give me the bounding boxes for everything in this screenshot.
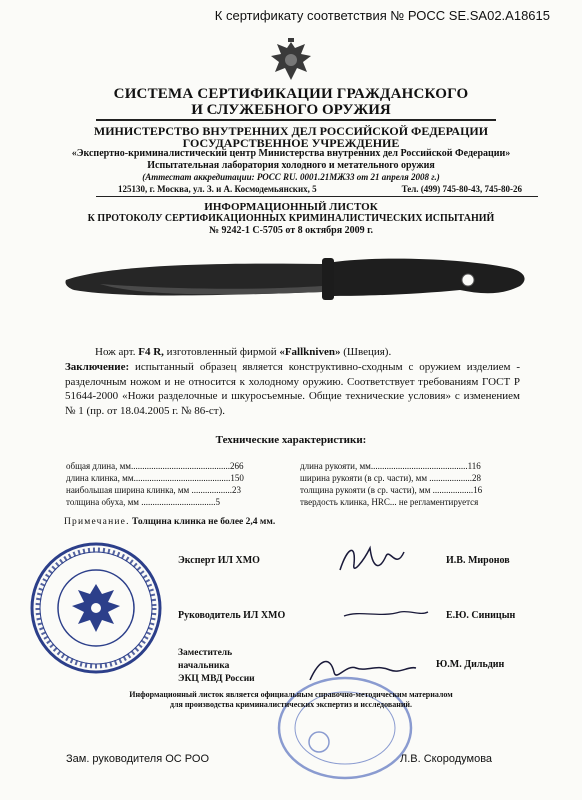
knife-photo [60,250,530,320]
spec-row [66,497,220,507]
spec-row [66,461,243,471]
spec-value: 5 [215,497,220,507]
spec-value: 28 [472,473,482,483]
spec-value: 266 [229,461,244,471]
knife-maker: «Fallkniven» [279,346,341,358]
conclusion-text: испытанный образец является конструктивно-сходным с оружием изделием - разделочным ножом и не относится к холодному оружию. Соответствует требованиям ГОСТ Р 51644-2000 «Ножи разделочные и шкуросъемные. Общие технические условия» с изменением № 1 (пр. от 18.04.2005 г. № 86-ст). [65,361,520,417]
footnote-line2: для производства криминалистических экспертиз и исследований. [169,700,413,709]
official-round-seal [28,540,164,676]
institution-type: ГОСУДАРСТВЕННОЕ УЧРЕЖДЕНИЕ [182,136,400,150]
spec-row [300,497,478,507]
spec-label: общая длина, мм............................................ [66,461,230,471]
faint-certification-stamp [275,672,415,782]
spec-row [66,473,244,483]
spec-label: толщина обуха, мм ................................. [66,497,216,507]
knife-prefix: Нож арт. [95,346,139,358]
divider [96,119,496,121]
deputy-role-line2: начальника [178,661,230,671]
deputy-role-line3: ЭКЦ МВД России [178,674,255,684]
info-sheet-subtitle: К ПРОТОКОЛУ СЕРТИФИКАЦИОННЫХ КРИМИНАЛИСТИЧЕСКИХ ИСПЫТАНИЙ [87,213,495,224]
expert-name: И.В. Миронов [446,555,510,566]
phone: Тел. (499) 745-80-43, 745-80-26 [401,184,522,194]
deputy-name: Ю.М. Дильдин [436,659,505,670]
knife-description [95,346,391,358]
head-name: Е.Ю. Синицын [446,610,516,621]
ministry-name: МИНИСТЕРСТВО ВНУТРЕННИХ ДЕЛ РОССИЙСКОЙ ФЕДЕРАЦИИ [93,124,489,138]
institution-name: «Экспертно-криминалистический центр Министерства внутренних дел Российской Федерации» [71,148,511,159]
head-role: Руководитель ИЛ ХМО [178,610,286,621]
spec-value: 116 [467,461,481,471]
specs-title: Технические характеристики: [215,434,367,446]
note-label: Примечание. [64,517,130,527]
head-signature [340,600,430,630]
conclusion [65,360,520,418]
certificate-reference: К сертификату соответствия № РОСС SE.SA02.A18615 [214,8,550,23]
spec-value: 150 [230,473,244,483]
footnote-line1: Информационный листок является официальным справочно-методическим материалом [129,690,453,699]
spec-row [300,485,482,495]
spec-label: твердость клинка, HRC... не регламентируется [300,497,479,507]
spec-label: длина клинка, мм........................................... [66,473,231,483]
spec-value: 23 [232,485,241,495]
laboratory-name: Испытательная лаборатория холодного и метательного оружия [147,160,435,171]
spec-value: 16 [473,485,483,495]
deputy-role-line1: Заместитель [178,648,233,658]
system-title-line1: СИСТЕМА СЕРТИФИКАЦИИ ГРАЖДАНСКОГО [113,86,469,102]
spec-label: длина рукояти, мм........................................... [300,461,468,471]
spec-row [300,473,481,483]
protocol-number: № 9242-1 С-5705 от 8 октября 2009 г. [208,225,374,236]
knife-model: F4 R, [138,346,164,358]
spec-label: толщина рукояти (в ср. части), мм .................. [300,485,474,495]
spec-label: ширина рукояти (в ср. части), мм ................... [300,473,473,483]
info-sheet-title: ИНФОРМАЦИОННЫЙ ЛИСТОК [204,201,378,213]
bottom-role: Зам. руководителя ОС РОО [66,753,210,765]
note [64,517,275,527]
knife-suffix: (Швеция). [340,346,392,358]
spec-label: наибольшая ширина клинка, мм .................. [66,485,232,495]
conclusion-label: Заключение: [65,361,130,373]
double-headed-eagle-emblem [265,36,317,86]
knife-middle: изготовленный фирмой [163,346,280,358]
expert-role: Эксперт ИЛ ХМО [178,555,260,566]
bottom-name: Л.В. Скородумова [400,753,493,765]
system-title-line2: И СЛУЖЕБНОГО ОРУЖИЯ [191,102,391,118]
accreditation: (Аттестат аккредитации: РОСС RU. 0001.21МЖ33 от 21 апреля 2008 г.) [142,172,440,182]
spec-row [66,485,241,495]
divider [96,196,538,197]
note-text: Толщина клинка не более 2,4 мм. [129,517,276,527]
address: 125130, г. Москва, ул. З. и А. Космодемьянских, 5 [118,184,317,194]
spec-row [300,461,481,471]
expert-signature [334,540,414,580]
